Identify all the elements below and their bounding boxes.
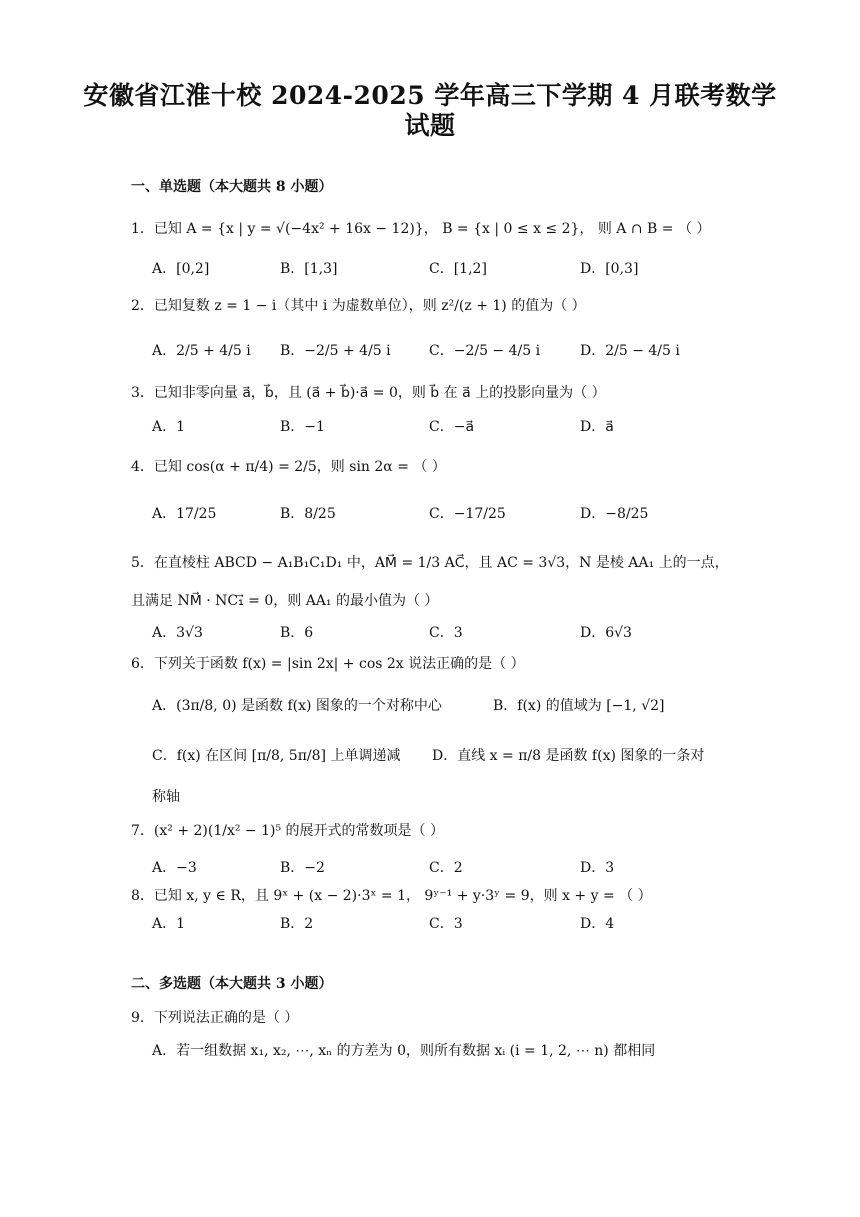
- option-d: D．−8/25: [580, 506, 649, 522]
- option-d: D．a⃗: [580, 419, 614, 435]
- page-title-line2: 试题: [404, 111, 456, 140]
- option-b: B．−1: [280, 419, 325, 435]
- question-3-stem: 3．已知非零向量 a⃗，b⃗，且 (a⃗ + b⃗)·a⃗ = 0，则 b⃗ 在 a⃗ 上的投影向量为（ ）: [131, 385, 606, 401]
- option-d: D．4: [580, 916, 615, 932]
- page-title-line1: 安徽省江淮十校 2024-2025 学年高三下学期 4 月联考数学: [83, 81, 777, 110]
- question-5-stem-line2: 且满足 NM⃗ · NC₁⃗ = 0，则 AA₁ 的最小值为（ ）: [131, 593, 439, 609]
- option-b: B．[1,3]: [280, 261, 338, 277]
- option-c: C．3: [429, 625, 463, 641]
- option-d: D．[0,3]: [580, 261, 639, 277]
- option-c: C．2: [429, 860, 463, 876]
- option-c: C．f(x) 在区间 [π/8, 5π/8] 上单调递减: [152, 748, 401, 764]
- option-a: A．[0,2]: [152, 261, 210, 277]
- option-b: B．f(x) 的值域为 [−1, √2]: [493, 698, 665, 714]
- section-heading-multi-choice: 二、多选题（本大题共 3 小题）: [131, 976, 333, 992]
- question-7-stem: 7．(x² + 2)(1/x² − 1)⁵ 的展开式的常数项是（ ）: [131, 823, 444, 839]
- option-c: C．[1,2]: [429, 261, 487, 277]
- option-a: A．(3π/8, 0) 是函数 f(x) 图象的一个对称中心: [152, 698, 442, 714]
- option-b: B．−2: [280, 860, 325, 876]
- question-9-stem: 9．下列说法正确的是（ ）: [131, 1010, 299, 1026]
- option-a: A．−3: [152, 860, 197, 876]
- option-d: D．直线 x = π/8 是函数 f(x) 图象的一条对: [432, 748, 705, 764]
- option-d: D．6√3: [580, 625, 632, 641]
- option-d: D．2/5 − 4/5 i: [580, 343, 680, 359]
- option-c: C．−17/25: [429, 506, 506, 522]
- question-5-stem-line1: 5．在直棱柱 ABCD − A₁B₁C₁D₁ 中，AM⃗ = 1/3 AC⃗，且 AC = 3√3，N 是棱 AA₁ 上的一点，: [131, 555, 729, 571]
- option-a: A．3√3: [152, 625, 203, 641]
- option-b: B．6: [280, 625, 314, 641]
- option-c: C．−a⃗: [429, 419, 475, 435]
- option-a: A．1: [152, 419, 186, 435]
- option-b: B．−2/5 + 4/5 i: [280, 343, 391, 359]
- option-a: A．2/5 + 4/5 i: [152, 343, 251, 359]
- option-b: B．8/25: [280, 506, 336, 522]
- question-6-stem: 6．下列关于函数 f(x) = |sin 2x| + cos 2x 说法正确的是（ ）: [131, 656, 525, 672]
- option-d: D．3: [580, 860, 615, 876]
- section-heading-single-choice: 一、单选题（本大题共 8 小题）: [131, 179, 333, 195]
- question-9-option-a: A．若一组数据 x₁, x₂, ⋯, xₙ 的方差为 0，则所有数据 xᵢ (i = 1, 2, ⋯ n) 都相同: [152, 1043, 656, 1059]
- option-c: C．3: [429, 916, 463, 932]
- question-4-stem: 4．已知 cos(α + π/4) = 2/5，则 sin 2α = （ ）: [131, 459, 446, 475]
- question-8-stem: 8．已知 x, y ∈ R，且 9ˣ + (x − 2)·3ˣ = 1， 9ʸ⁻¹ + y·3ʸ = 9，则 x + y = （ ）: [131, 888, 652, 904]
- question-2-stem: 2．已知复数 z = 1 − i（其中 i 为虚数单位），则 z²/(z + 1) 的值为（ ）: [131, 298, 586, 314]
- question-6-option-d-continuation: 称轴: [152, 789, 180, 805]
- question-1-stem: 1．已知 A = {x | y = √(−4x² + 16x − 12)}， B = {x | 0 ≤ x ≤ 2}， 则 A ∩ B = （ ）: [131, 221, 711, 237]
- option-b: B．2: [280, 916, 314, 932]
- option-c: C．−2/5 − 4/5 i: [429, 343, 541, 359]
- option-a: A．17/25: [152, 506, 217, 522]
- option-a: A．1: [152, 916, 186, 932]
